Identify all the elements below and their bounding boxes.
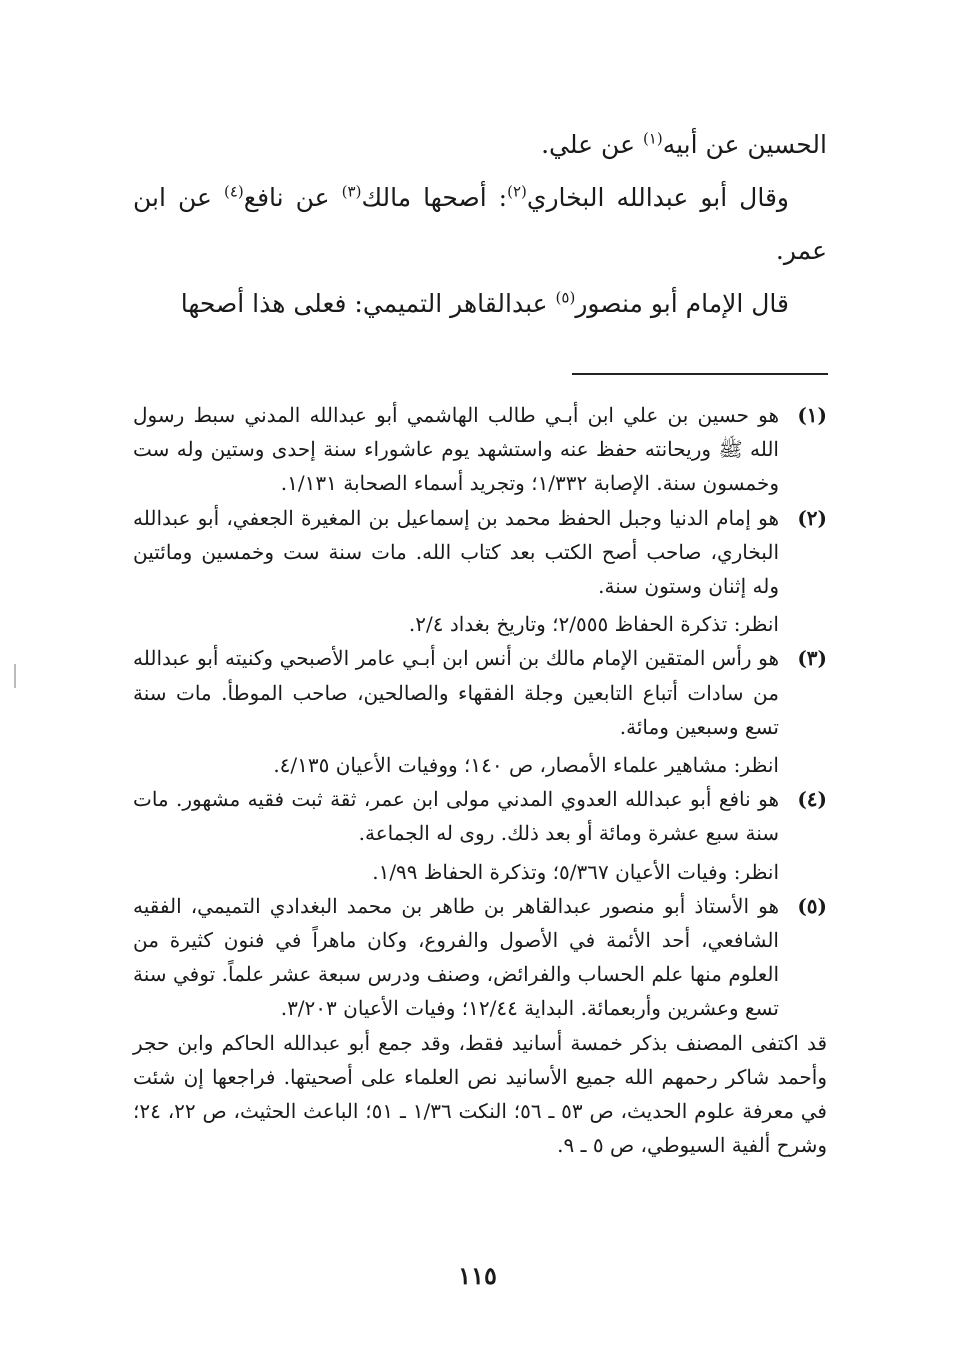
footnote-text: هو إمام الدنيا وجبل الحفظ محمد بن إسماعيل بن المغيرة الجعفي، أبو عبدالله البخاري، صاحب أصح الكتب بعد كتاب الله. مات سنة ست وخمسين ومائتين وله إثنان وستون سنة. [133, 505, 779, 599]
footnote-reference: انظر: مشاهير علماء الأمصار، ص ١٤٠؛ ووفيات الأعيان ٤/١٣٥. [273, 753, 779, 778]
footnote-text: هو حسين بن علي ابن أبـي طالب الهاشمي أبو عبدالله المدني سبط رسول الله ﷺ وريحانته حفظ عنه واستشهد يوم عاشوراء سنة إحدى وستين وله ست وخمسون سنة. الإصابة ١/٣٣٢؛ وتجريد أسماء الصحابة ١/١٣١. [133, 403, 779, 496]
margin-mark [14, 664, 16, 688]
footnote-text: هو نافع أبو عبدالله العدوي المدني مولى ابن عمر، ثقة ثبت فقيه مشهور. مات سنة سبع عشرة ومائة أو بعد ذلك. روى له الجماعة. [133, 787, 779, 846]
page-number: ١١٥ [458, 1261, 497, 1290]
footnote-ref-5[interactable]: (٥) [555, 288, 576, 307]
footnote-1 [133, 398, 827, 501]
main-line-1: الحسين عن أبيه$^{(١)}$ عن علي. [541, 129, 827, 159]
footnote-reference: انظر: وفيات الأعيان ٥/٣٦٧؛ وتذكرة الحفاظ ١/٩٩. [372, 859, 779, 884]
footnote-number: (١) [797, 403, 827, 427]
footnote-number: (٢) [797, 505, 827, 530]
footnote-2 [133, 501, 827, 642]
footnote-ref-4[interactable]: (٤) [223, 182, 244, 201]
footnote-ref-2[interactable]: (٢) [507, 182, 527, 201]
main-paragraph-2: وقال أبو عبدالله البخاري$^{(٢)}$: أصحها مالك$^{(٣)}$ عن نافع$^{(٤)}$ عن ابن عمر. [133, 182, 827, 265]
main-paragraph-3: قال الإمام أبو منصور$^{(٥)}$ عبدالقاهر التميمي: فعلى هذا أصحها [180, 288, 789, 318]
footnote-text: هو الأستاذ أبو منصور عبدالقاهر بن طاهر بن محمد البغدادي التميمي، الفقيه الشافعي، أحد الأئمة في الأصول والفروع، وكان ماهراً في فنون كثيرة من العلوم منها علم الحساب والفرائض، وصنف ودرس سبعة عشر علماً. توفي سنة تسع وعشرين وأربعمائة. البداية ١٢/٤٤؛ وفيات الأعيان ٣/٢٠٣. [133, 893, 779, 1021]
main-text [133, 118, 827, 330]
footnote-continuation: قد اكتفى المصنف بذكر خمسة أسانيد فقط، وقد جمع أبو عبدالله الحاكم وابن حجر وأحمد شاكر رحمهم الله جميع الأسانيد نص العلماء على أصحيتها. فراجعها إن شئت في معرفة علوم الحديث، ص ٥٣ ـ ٥٦؛ النكت ١/٣٦ ـ ٥١؛ الباعث الحثيث، ص ٢٢، ٢٤؛ وشرح ألفية السيوطي، ص ٥ ـ ٩. [133, 1030, 827, 1158]
footnote-number: (٥) [797, 893, 827, 918]
footnote-5 [133, 889, 827, 1026]
footnote-number: (٤) [797, 787, 827, 812]
footnote-3 [133, 641, 827, 782]
footnote-number: (٣) [797, 646, 827, 671]
footnote-separator [572, 373, 828, 375]
footnote-4 [133, 782, 827, 889]
footnote-ref-3[interactable]: (٣) [341, 182, 362, 201]
footnotes [133, 398, 827, 1162]
footnote-ref-1[interactable]: (١) [642, 129, 663, 148]
footnote-text: هو رأس المتقين الإمام مالك بن أنس ابن أبـي عامر الأصبحي وكنيته أبو عبدالله من سادات أتباع التابعين وجلة الفقهاء والصالحين، صاحب الموطأ. مات سنة تسع وسبعين ومائة. [133, 646, 779, 739]
footnote-reference: انظر: تذكرة الحفاظ ٢/٥٥٥؛ وتاريخ بغداد ٢/٤. [408, 612, 779, 637]
